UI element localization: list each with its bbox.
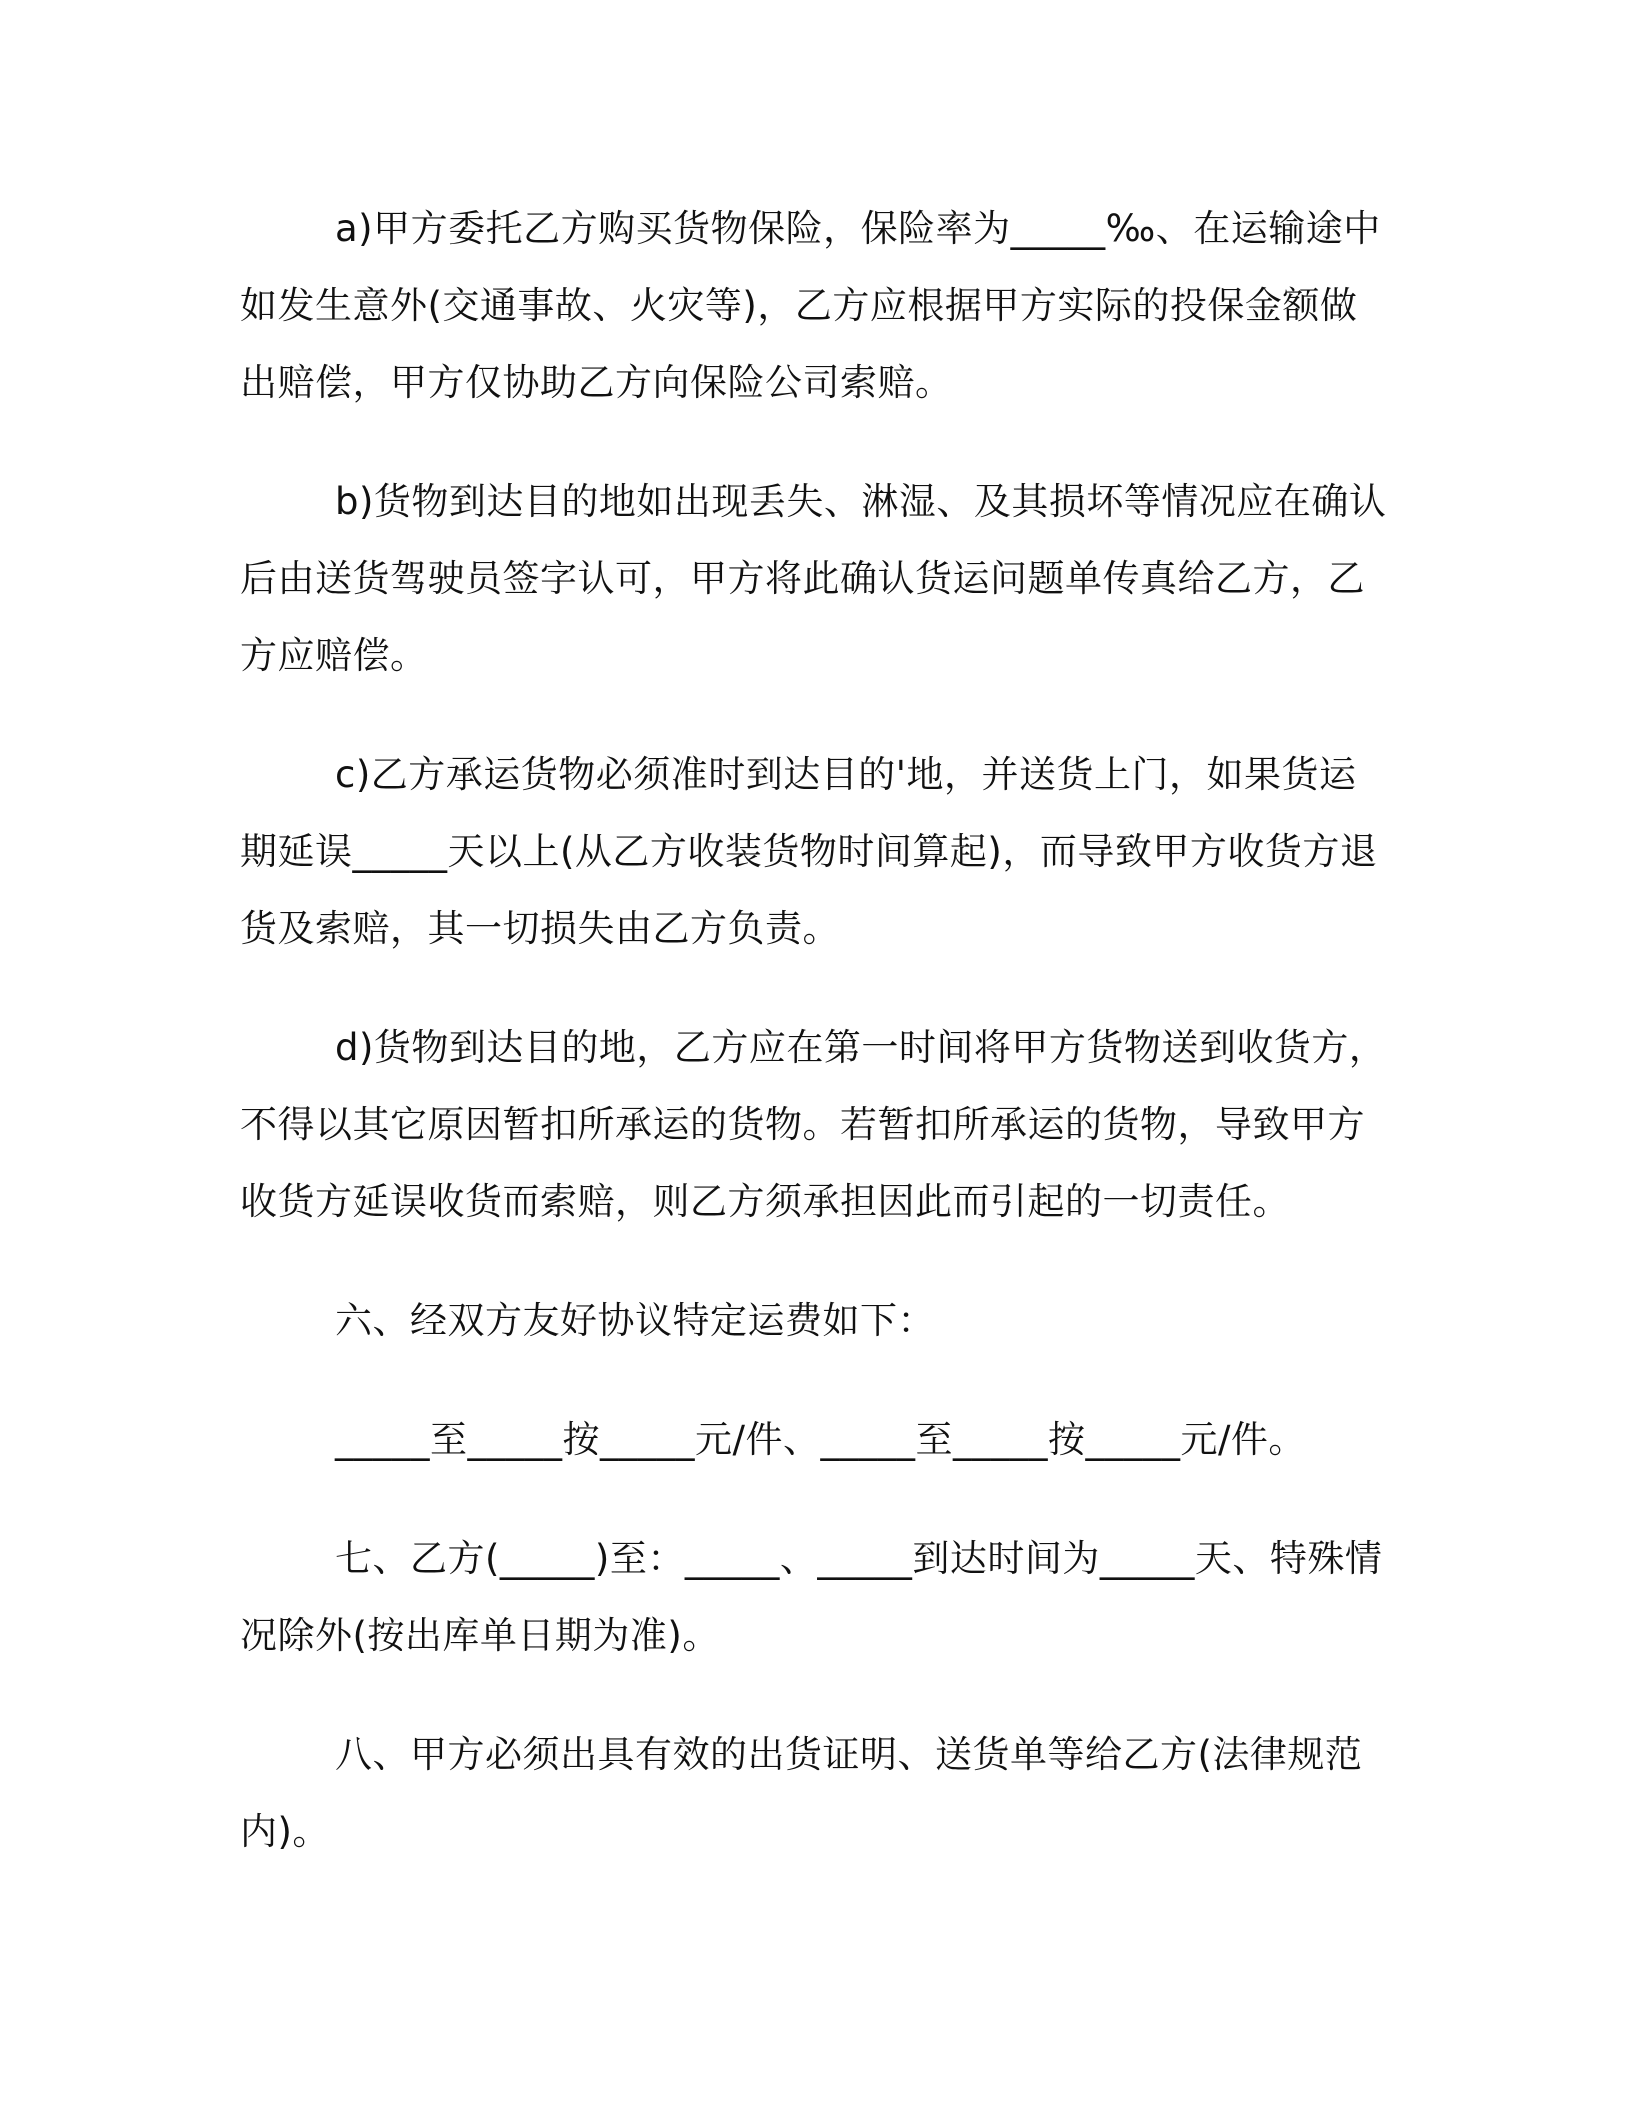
section-six-freight: 六、经双方友好协议特定运费如下： (335, 1299, 935, 1342)
section-eight-certificate: 八、甲方必须出具有效的出货证明、送货单等给乙方(法律规范内)。 (240, 1733, 1363, 1853)
freight-rate-line: _____至_____按_____元/件、_____至_____按_____元/件。 (335, 1418, 1306, 1461)
clause-b-damage: b)货物到达目的地如出现丢失、淋湿、及其损坏等情况应在确认后由送货驾驶员签字认可，甲方将此确认货运问题单传真给乙方，乙方应赔偿。 (240, 480, 1387, 677)
section-seven-delivery-time: 七、乙方(_____)至：_____、_____到达时间为_____天、特殊情况除外(按出库单日期为准)。 (240, 1537, 1383, 1657)
clause-a-insurance: a)甲方委托乙方购买货物保险，保险率为_____‰、在运输途中如发生意外(交通事故、火灾等)，乙方应根据甲方实际的投保金额做出赔偿，甲方仅协助乙方向保险公司索赔。 (240, 207, 1381, 404)
document-page (240, 190, 1390, 1912)
clause-c-delay: c)乙方承运货物必须准时到达目的'地，并送货上门，如果货运期延误_____天以上(从乙方收装货物时间算起)，而导致甲方收货方退货及索赔，其一切损失由乙方负责。 (240, 753, 1378, 950)
clause-d-detention: d)货物到达目的地，乙方应在第一时间将甲方货物送到收货方，不得以其它原因暂扣所承运的货物。若暂扣所承运的货物，导致甲方收货方延误收货而索赔，则乙方须承担因此而引起的一切责任。 (240, 1026, 1387, 1223)
